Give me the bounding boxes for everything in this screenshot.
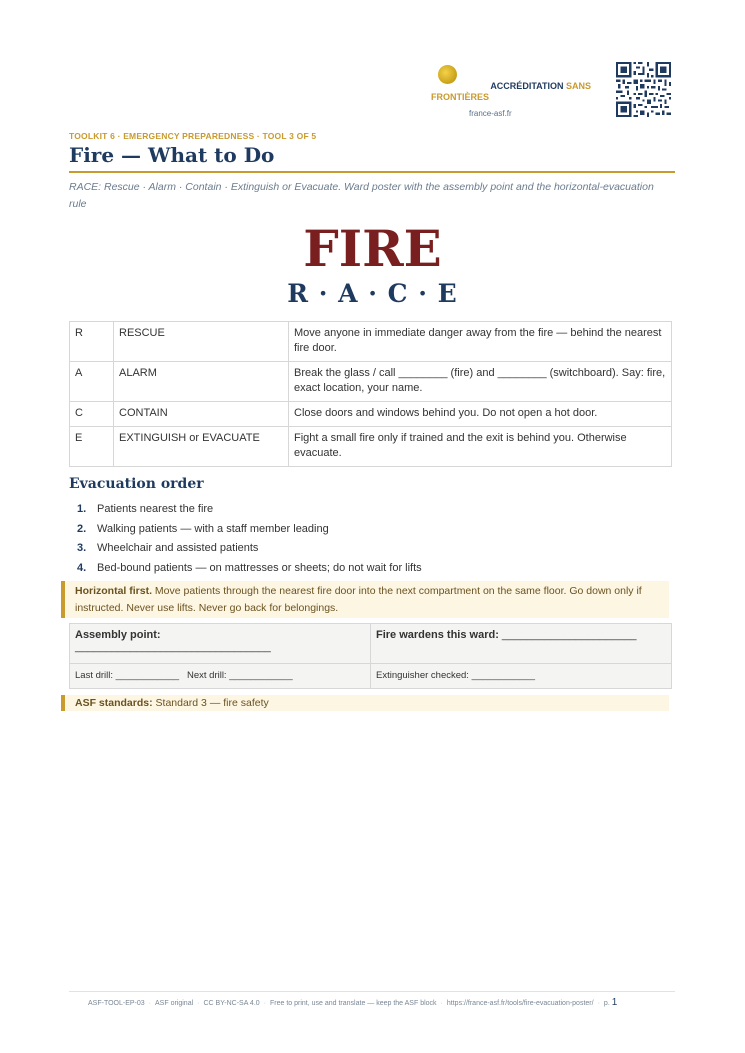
list-item-number: 4. xyxy=(77,561,87,574)
list-item-number: 3. xyxy=(77,542,87,554)
assembly-point-cell xyxy=(70,624,371,664)
list-item-text: Bed-bound patients — on mattresses or sheets; do not wait for lifts xyxy=(97,561,422,574)
footer-doc-id: ASF-TOOL-EP-03 xyxy=(88,1000,145,1007)
list-item-text: Wheelchair and assisted patients xyxy=(97,542,259,554)
race-action: Close doors and windows behind you. Do not open a hot door. xyxy=(289,402,672,427)
footer-origin: ASF original xyxy=(155,1000,194,1007)
race-step: RESCUE xyxy=(114,322,289,362)
race-action: Fight a small fire only if trained and the exit is behind you. Otherwise evacuate. xyxy=(289,427,672,467)
list-item xyxy=(77,521,422,541)
brand-name-part3: FRONTIÈRES xyxy=(431,92,490,102)
page-footer: ASF-TOOL-EP-03 · ASF original · CC BY-NC-SA 4.0 · Free to print, use and translate — keep the ASF block · https://france-asf.fr/tools/fire-evacuation-poster/ · p. 1 xyxy=(88,997,618,1008)
asf-standards-callout xyxy=(61,695,669,711)
brand-url[interactable]: france-asf.fr xyxy=(469,109,512,118)
page-subtitle: RACE: Rescue · Alarm · Contain · Extinguish or Evacuate. Ward poster with the assembly point and the horizontal-evacuation rule xyxy=(69,181,654,210)
brand-name xyxy=(431,81,591,103)
list-item xyxy=(77,540,422,560)
race-letter: C xyxy=(70,402,114,427)
drill-dates-cell xyxy=(70,664,371,689)
race-step: ALARM xyxy=(114,362,289,402)
evacuation-order-list xyxy=(77,501,422,579)
page-title: Fire — What to Do xyxy=(69,143,275,167)
assembly-point-blank: ________________________________ xyxy=(75,641,271,653)
callout-text: Move patients through the nearest fire door into the next compartment on the same floor. Go down only if instructed. Never use lifts. Never go back for belongings. xyxy=(75,585,642,614)
table-row xyxy=(70,402,672,427)
list-item xyxy=(77,560,422,580)
qr-code-icon xyxy=(616,62,671,117)
last-drill-field: Last drill: ____________ xyxy=(75,670,180,681)
callout-text: Standard 3 — fire safety xyxy=(152,697,269,709)
race-letter: R xyxy=(70,322,114,362)
table-row xyxy=(70,322,672,362)
brand-name-part2: SANS xyxy=(565,81,591,91)
title-divider xyxy=(69,171,675,173)
fire-wardens-label: Fire wardens this ward: xyxy=(376,629,499,641)
table-row xyxy=(70,362,672,402)
brand-name-part1: ACCRÉDITATION xyxy=(490,81,566,91)
list-item-text: Patients nearest the fire xyxy=(97,503,214,515)
callout-lead: Horizontal first. xyxy=(75,585,153,597)
list-item-number: 2. xyxy=(77,522,87,535)
poster-race-acronym: R · A · C · E xyxy=(287,279,458,308)
poster-fire-heading: FIRE xyxy=(303,219,442,278)
race-letter: E xyxy=(70,427,114,467)
table-row xyxy=(70,664,672,689)
race-action: Move anyone in immediate danger away from the fire — behind the nearest fire door. xyxy=(289,322,672,362)
fire-wardens-cell xyxy=(371,624,672,664)
footer-divider xyxy=(69,991,675,992)
assembly-point-label: Assembly point: xyxy=(75,629,161,641)
assembly-info-table xyxy=(69,623,672,689)
extinguisher-cell xyxy=(371,664,672,689)
fire-wardens-blank: ______________________ xyxy=(498,629,637,641)
next-drill-field: Next drill: ____________ xyxy=(186,670,293,681)
race-letter: A xyxy=(70,362,114,402)
table-row xyxy=(70,624,672,664)
footer-usage-note: Free to print, use and translate — keep the ASF block xyxy=(270,1000,437,1007)
footer-license: CC BY-NC-SA 4.0 xyxy=(203,1000,260,1007)
list-item-text: Walking patients — with a staff member leading xyxy=(97,522,329,535)
callout-lead: ASF standards: xyxy=(75,697,153,709)
list-item-number: 1. xyxy=(77,503,87,515)
extinguisher-checked-field: Extinguisher checked: ____________ xyxy=(376,670,535,681)
table-row xyxy=(70,427,672,467)
race-step: EXTINGUISH or EVACUATE xyxy=(114,427,289,467)
race-action: Break the glass / call ________ (fire) and ________ (switchboard). Say: fire, exact location, your name. xyxy=(289,362,672,402)
race-step: CONTAIN xyxy=(114,402,289,427)
evacuation-order-heading: Evacuation order xyxy=(69,476,204,492)
footer-page-prefix: p. xyxy=(603,1000,610,1007)
toolkit-kicker: TOOLKIT 6 · EMERGENCY PREPAREDNESS · TOOL 3 OF 5 xyxy=(69,131,317,141)
race-table xyxy=(69,321,672,467)
page-number: 1 xyxy=(611,997,618,1008)
list-item xyxy=(77,501,422,521)
footer-url-link[interactable]: https://france-asf.fr/tools/fire-evacuation-poster/ xyxy=(446,1000,594,1007)
horizontal-first-callout xyxy=(61,581,669,618)
